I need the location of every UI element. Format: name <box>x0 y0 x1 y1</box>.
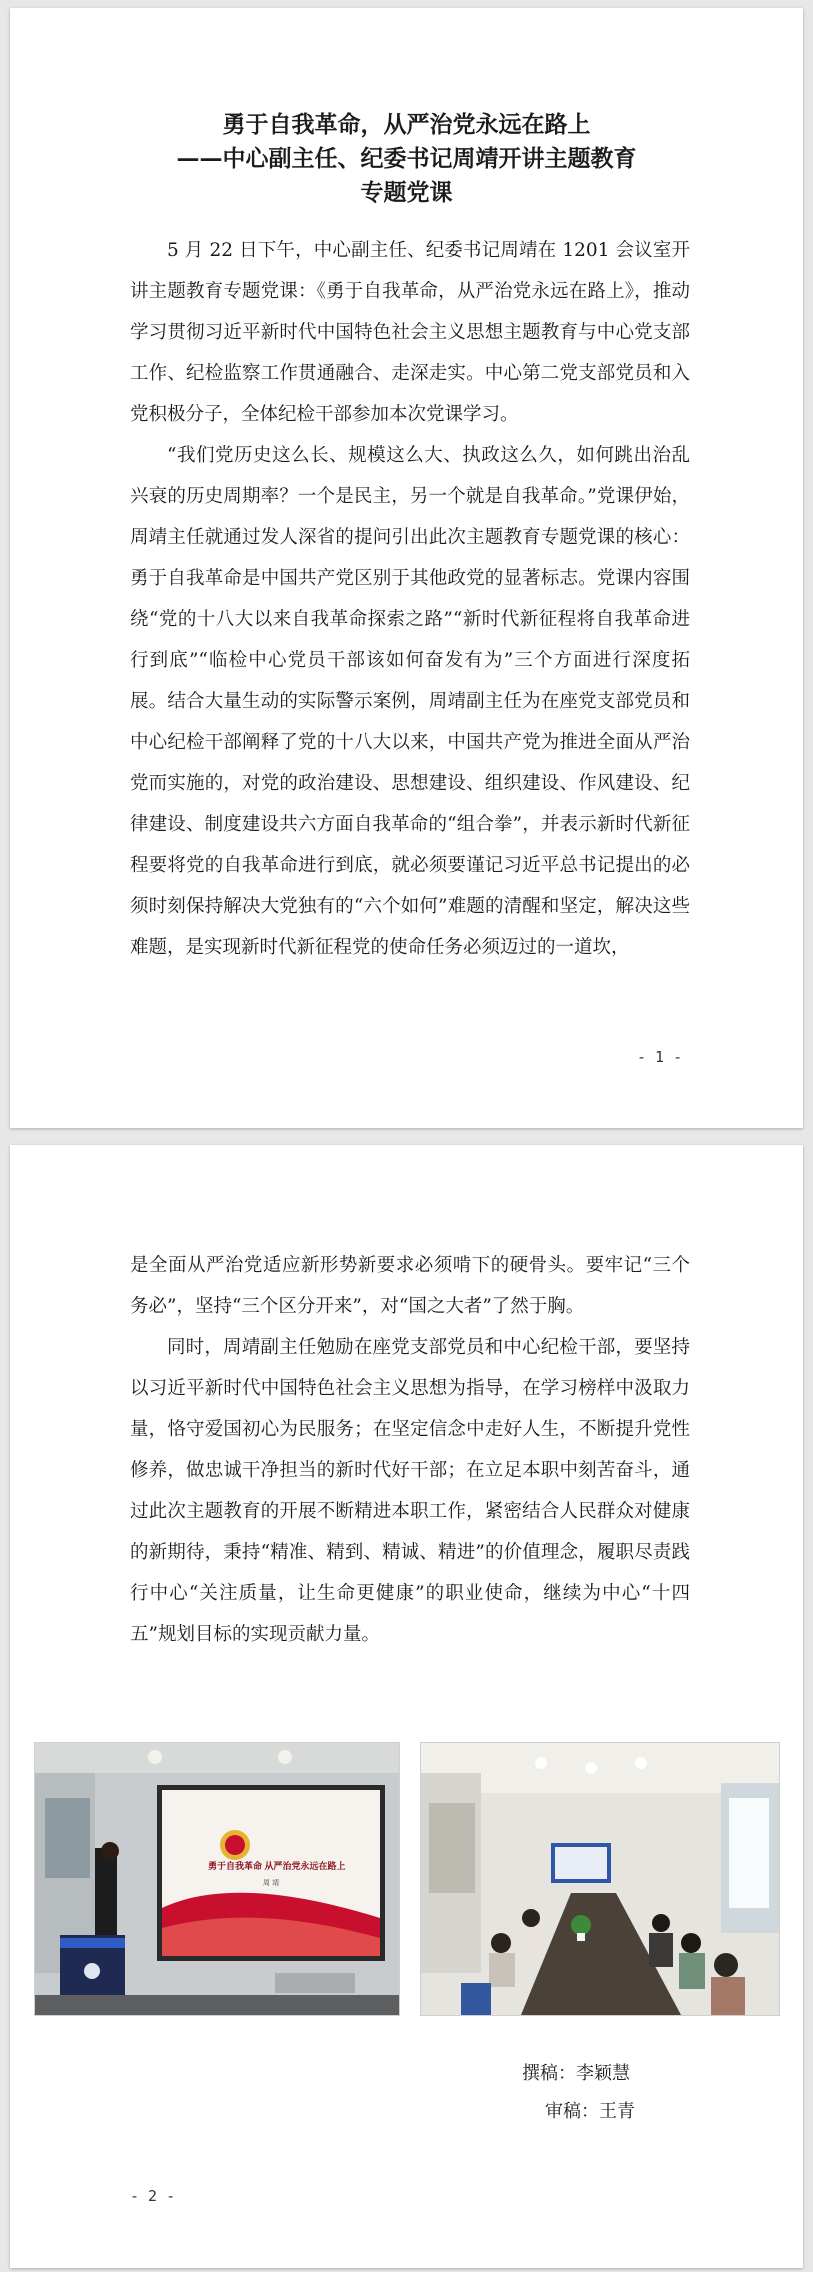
title-line-3: 专题党课 <box>360 179 453 206</box>
lecture-photo-image <box>35 1743 399 2015</box>
paragraph: 5 月 22 日下午，中心副主任、纪委书记周靖在 1201 会议室开讲主题教育专题党课：《勇于自我革命，从严治党永远在路上》，推动学习贯彻习近平新时代中国特色社会主义思想主题教育与中心党支部工作、纪检监察工作贯通融合、走深走实。中心第二党支部党员和入党积极分子，全体纪检干部参加本次党课学习。 <box>130 240 690 425</box>
paragraph: 是全面从严治党适应新形势新要求必须啃下的硬骨头。要牢记“三个务必”，坚持“三个区分开来”，对“国之大者”了然于胸。 <box>130 1255 690 1317</box>
page-number: - 1 - <box>637 1048 683 1066</box>
page-number: - 2 - <box>130 2187 176 2205</box>
document-page-1 <box>10 8 803 1128</box>
writer-credit: 撰稿：李颖慧 <box>522 2063 630 2084</box>
paragraph: “我们党历史这么长、规模这么大、执政这么久，如何跳出治乱兴衰的历史周期率？一个是民主，另一个就是自我革命。”党课伊始，周靖主任就通过发人深省的提问引出此次主题教育专题党课的核心：勇于自我革命是中国共产党区别于其他政党的显著标志。党课内容围绕“党的十八大以来自我革命探索之路”“新时代新征程将自我革命进行到底”“临检中心党员干部该如何奋发有为”三个方面进行深度拓展。结合大量生动的实际警示案例，周靖副主任为在座党支部党员和中心纪检干部阐释了党的十八大以来，中国共产党为推进全面从严治党而实施的，对党的政治建设、思想建设、组织建设、作风建设、纪律建设、制度建设共六方面自我革命的“组合拳”，并表示新时代新征程要将党的自我革命进行到底，就必须要谨记习近平总书记提出的必须时刻保持解决大党独有的“六个如何”难题的清醒和坚定，解决这些难题，是实现新时代新征程党的使命任务必须迈过的一道坎， <box>130 445 690 958</box>
article-title <box>90 108 723 210</box>
slide-speaker: 周 靖 <box>262 1879 280 1887</box>
article-body-continued <box>130 1245 690 1655</box>
document-page-2 <box>10 1145 803 2268</box>
lecture-photo <box>34 1742 400 2016</box>
paragraph: 同时，周靖副主任勉励在座党支部党员和中心纪检干部，要坚持以习近平新时代中国特色社会主义思想为指导，在学习榜样中汲取力量，恪守爱国初心为民服务；在坚定信念中走好人生，不断提升党性修养，做忠诚干净担当的新时代好干部；在立足本职中刻苦奋斗，通过此次主题教育的开展不断精进本职工作，紧密结合人民群众对健康的新期待，秉持“精准、精到、精诚、精进”的价值理念，履职尽责践行中心“关注质量，让生命更健康”的职业使命，继续为中心“十四五”规划目标的实现贡献力量。 <box>130 1337 690 1645</box>
article-body <box>130 230 690 968</box>
meeting-photo-image <box>421 1743 779 2015</box>
slide-title-left: 勇于自我革命 <box>207 1862 263 1872</box>
reviewer-credit: 审稿：王青 <box>545 2101 635 2122</box>
meeting-photo <box>420 1742 780 2016</box>
title-line-2: ——中心副主任、纪委书记周靖开讲主题教育 <box>176 145 637 172</box>
slide-title-right: 从严治党永远在路上 <box>264 1862 346 1872</box>
title-line-1: 勇于自我革命，从严治党永远在路上 <box>222 111 591 138</box>
